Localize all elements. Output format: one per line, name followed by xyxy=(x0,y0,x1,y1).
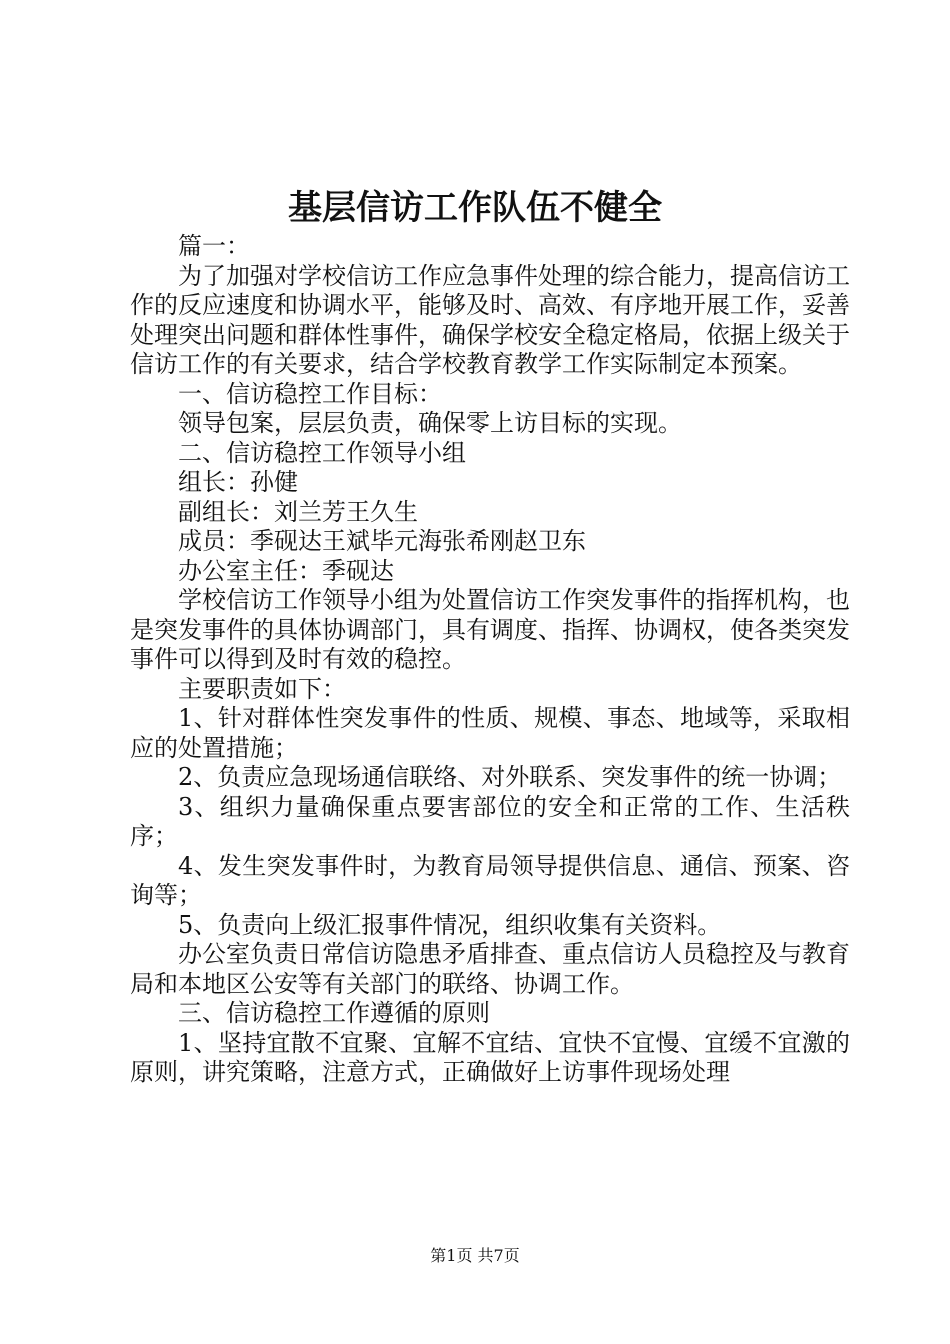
paragraph: 1、针对群体性突发事件的性质、规模、事态、地域等，采取相应的处置措施； xyxy=(130,704,850,762)
paragraph: 二、信访稳控工作领导小组 xyxy=(178,438,466,467)
paragraph: 副组长：刘兰芳王久生 xyxy=(178,497,418,526)
paragraph: 1、坚持宜散不宜聚、宜解不宜结、宜快不宜慢、宜缓不宜激的原则，讲究策略，注意方式，正确做好上访事件现场处理 xyxy=(130,1028,850,1086)
paragraph: 三、信访稳控工作遵循的原则 xyxy=(178,999,490,1027)
paragraph: 成员：季砚达王斌毕元海张希刚赵卫东 xyxy=(178,527,586,555)
paragraph: 办公室主任：季砚达 xyxy=(178,556,394,585)
paragraph: 主要职责如下： xyxy=(178,674,346,703)
paragraph: 为了加强对学校信访工作应急事件处理的综合能力，提高信访工作的反应速度和协调水平，能够及时、高效、有序地开展工作，妥善处理突出问题和群体性事件，确保学校安全稳定格局，依据上级关于信访工作的有关要求，结合学校教育教学工作实际制定本预案。 xyxy=(130,261,850,378)
document-body xyxy=(130,232,850,1088)
paragraph: 领导包案，层层负责，确保零上访目标的实现。 xyxy=(178,409,682,437)
paragraph: 4、发生突发事件时，为教育局领导提供信息、通信、预案、咨询等； xyxy=(130,851,850,909)
paragraph: 3、组织力量确保重点要害部位的安全和正常的工作、生活秩序； xyxy=(130,792,850,850)
paragraph: 篇一： xyxy=(178,232,250,260)
paragraph: 组长：孙健 xyxy=(178,468,298,496)
page-footer: 第1页 共7页 xyxy=(430,1246,520,1265)
paragraph: 2、负责应急现场通信联络、对外联系、突发事件的统一协调； xyxy=(178,763,842,791)
paragraph: 办公室负责日常信访隐患矛盾排查、重点信访人员稳控及与教育局和本地区公安等有关部门的联络、协调工作。 xyxy=(130,940,850,998)
paragraph: 学校信访工作领导小组为处置信访工作突发事件的指挥机构，也是突发事件的具体协调部门，具有调度、指挥、协调权，使各类突发事件可以得到及时有效的稳控。 xyxy=(130,586,850,673)
paragraph: 一、信访稳控工作目标： xyxy=(178,379,442,408)
document-title: 基层信访工作队伍不健全 xyxy=(288,188,662,228)
paragraph: 5、负责向上级汇报事件情况，组织收集有关资料。 xyxy=(178,910,722,939)
